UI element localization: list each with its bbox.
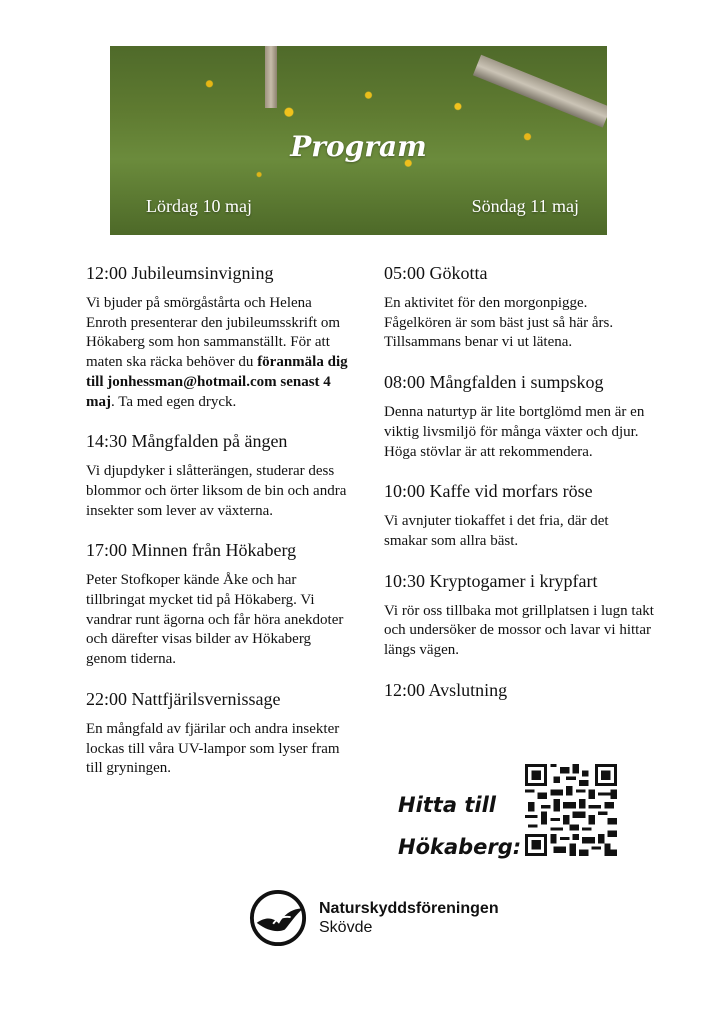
bird-logo-icon <box>249 889 307 947</box>
event-item <box>384 679 654 701</box>
sunday-column <box>384 262 654 715</box>
event-description: En aktivitet för den morgonpigge. Fågelkören är som bäst just så här års. Tillsammans benar vi ut lätena. <box>384 295 614 351</box>
day-sunday: Söndag 11 maj <box>471 196 579 216</box>
event-item <box>384 371 654 462</box>
event-description: En mångfald av fjärilar och andra insekter lockas till våra UV-lampor som lyser fram till gryningen. <box>86 720 340 777</box>
organization-name: Naturskyddsföreningen <box>319 900 499 917</box>
event-item <box>384 570 654 661</box>
event-title: 22:00 Nattfjärilsvernissage <box>86 688 281 709</box>
event-title: 12:00 Avslutning <box>384 679 508 700</box>
event-description: Vi djupdyker i slåtterängen, studerar dess blommor och örter liksom de bin och andra insekter som lever av växterna. <box>86 463 347 519</box>
event-title: 10:00 Kaffe vid morfars röse <box>384 481 593 502</box>
event-title: 10:30 Kryptogamer i krypfart <box>384 570 598 591</box>
event-title: 05:00 Gökotta <box>384 263 488 283</box>
find-line-1: Hitta till <box>398 793 496 817</box>
event-description: Vi rör oss tillbaka mot grillplatsen i lugn takt och undersöker de mossor och lavar vi hittar längs vägen. <box>384 602 654 659</box>
organization-logo <box>249 887 499 949</box>
event-item <box>86 539 354 670</box>
event-description: Vi bjuder på smörgåstårta och Helena Enroth presenterar den jubileumsskrift om Hökaberg som hon sammanställt. För att maten ska räcka behöver du föranmäla dig till jonhessman@hotmail.com senast 4 maj. Ta med egen dryck. <box>86 295 348 410</box>
event-item <box>86 688 354 779</box>
event-title: 14:30 Mångfalden på ängen <box>86 431 288 452</box>
event-description: Denna naturtyp är lite bortglömd men är en viktig livsmiljö för många växter och djur. Höga stövlar är att rekommendera. <box>384 404 645 460</box>
event-title: 17:00 Minnen från Hökaberg <box>86 540 297 561</box>
event-title: 12:00 Jubileumsinvigning <box>86 263 274 283</box>
find-line-2: Hökaberg: <box>398 835 522 859</box>
event-description: Peter Stofkoper kände Åke och har tillbringat mycket tid på Hökaberg. Vi vandrar runt ägorna och får höra anekdoter och därefter visas bilder av Hökaberg genom tiderna. <box>86 572 344 668</box>
event-item <box>86 430 354 521</box>
qr-code-icon[interactable] <box>525 764 617 856</box>
saturday-column <box>86 262 354 797</box>
registration-info: föranmäla dig till jonhessman@hotmail.com senast 4 maj <box>86 354 348 410</box>
day-saturday: Lördag 10 maj <box>146 196 252 216</box>
event-item <box>86 262 354 412</box>
organization-city: Skövde <box>319 919 373 936</box>
header-photo <box>110 46 607 235</box>
event-description: Vi avnjuter tiokaffet i det fria, där det smakar som allra bäst. <box>384 513 609 549</box>
program-title: Program <box>290 130 427 163</box>
event-item <box>384 262 654 353</box>
event-title: 08:00 Mångfalden i sumpskog <box>384 372 604 393</box>
find-directions-text <box>398 784 521 868</box>
event-item <box>384 480 654 551</box>
